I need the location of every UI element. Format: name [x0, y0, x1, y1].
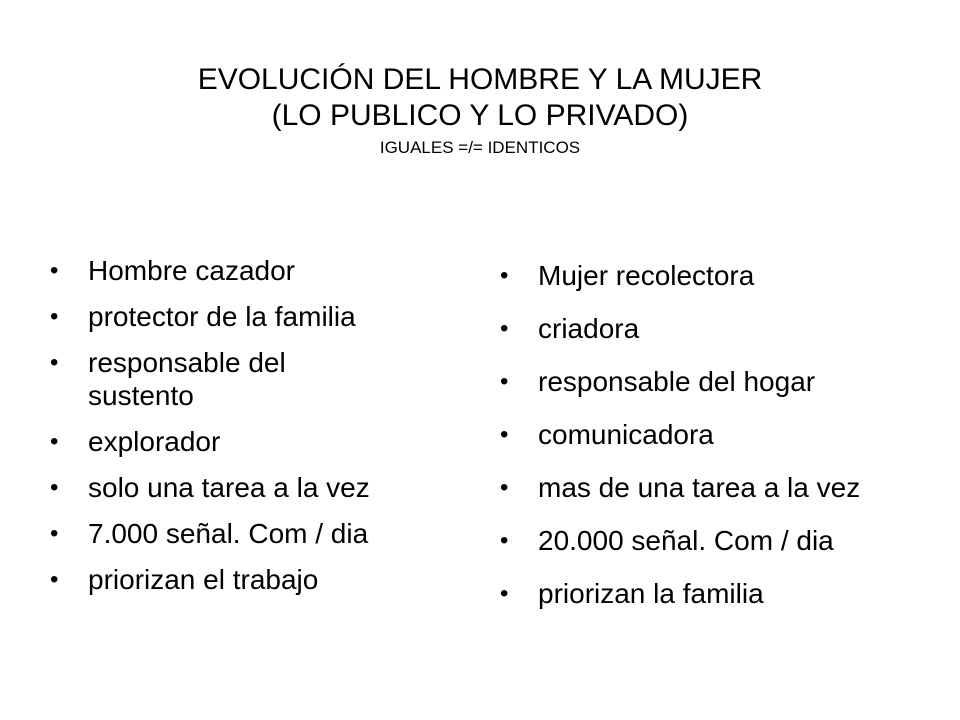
list-item-text: Hombre cazador: [88, 255, 295, 286]
bullet-icon: •: [500, 474, 509, 501]
bullet-icon: •: [500, 580, 509, 607]
list-item: [498, 364, 938, 400]
subtitle: IGUALES =/= IDENTICOS: [379, 138, 581, 157]
bullet-icon: •: [50, 566, 59, 593]
list-item: [48, 425, 428, 458]
list-item: [48, 300, 428, 333]
slide-title: [60, 62, 900, 160]
list-item-text: Mujer recolectora: [538, 260, 755, 291]
title-line-1: EVOLUCIÓN DEL HOMBRE Y LA MUJER: [197, 63, 763, 96]
list-item: [498, 417, 938, 453]
list-item: [498, 311, 938, 347]
bullet-icon: •: [50, 349, 59, 376]
list-item-text: priorizan el trabajo: [88, 564, 319, 595]
bullet-icon: •: [50, 257, 59, 284]
list-item-text: criadora: [538, 313, 640, 344]
title-line-2: (LO PUBLICO Y LO PRIVADO): [271, 99, 689, 132]
list-item-text: responsable del hogar: [538, 366, 816, 397]
list-item: [498, 470, 938, 506]
bullet-icon: •: [50, 428, 59, 455]
bullet-icon: •: [50, 303, 59, 330]
list-item-text: 7.000 señal. Com / dia: [88, 518, 369, 549]
list-item-text: protector de la familia: [88, 301, 356, 332]
list-item-text: priorizan la familia: [538, 578, 764, 609]
list-item: [48, 563, 428, 596]
list-item-text: solo una tarea a la vez: [88, 472, 370, 503]
bullet-icon: •: [500, 421, 509, 448]
list-item: [498, 576, 938, 612]
list-item: [498, 258, 938, 294]
bullet-icon: •: [500, 527, 509, 554]
list-item-text: 20.000 señal. Com / dia: [538, 525, 834, 556]
bullet-icon: •: [50, 474, 59, 501]
bullet-icon: •: [500, 262, 509, 289]
list-item-text: explorador: [88, 426, 221, 457]
bullet-icon: •: [500, 368, 509, 395]
list-item-text: comunicadora: [538, 419, 714, 450]
bullet-icon: •: [500, 315, 509, 342]
list-item: [498, 523, 938, 559]
list-item: [48, 471, 428, 504]
list-item: [48, 346, 388, 412]
bullet-icon: •: [50, 520, 59, 547]
list-item: [48, 254, 428, 287]
left-bullet-list: [48, 254, 428, 609]
list-item: [48, 517, 428, 550]
list-item-text: responsable del sustento: [88, 347, 286, 411]
right-bullet-list: [498, 258, 938, 629]
list-item-text: mas de una tarea a la vez: [538, 472, 861, 503]
